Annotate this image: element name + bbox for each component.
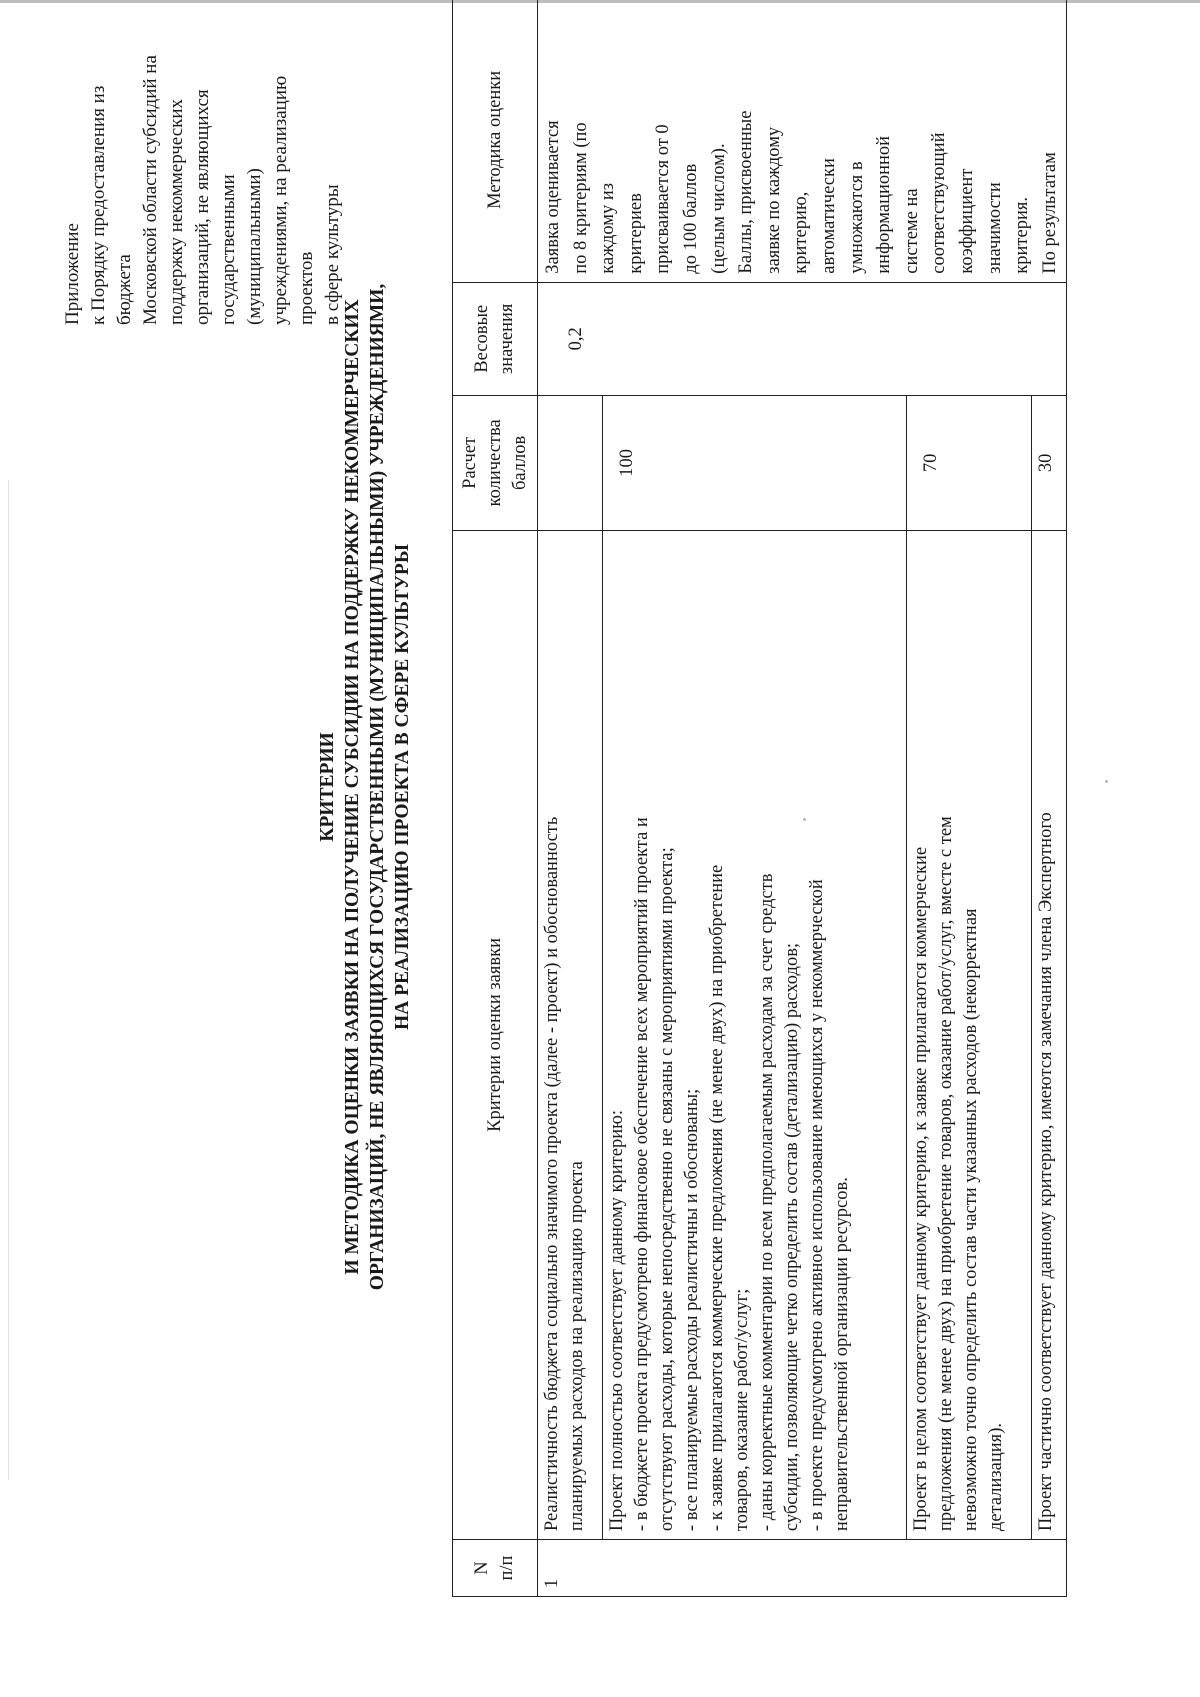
table-header-row [453,0,538,1597]
header-weight: Весовые значения [453,282,538,395]
criterion-weight: 0,2 [538,282,1067,395]
criterion-option-points: 70 [906,395,1031,530]
criterion-option: Проект полностью соответствует данному критерию: - в бюджете проекта предусмотрено финансовое обеспечение всех мероприятий проекта и отсутствуют расходы, которые непосредственно не связаны с мероприятиями проекта; - все планируемые расходы реалистичны и обоснованы; - к заявке прилагаются коммерческие предложения (не менее двух) на приобретение товаров, оказание работ/услуг; - даны корректные комментарии по всем предполагаемым расходам за счет средств субсидии, позволяющие четко определить состав (детализацию) расходов; - в проекте предусмотрено активное использование имеющихся у некоммерческой неправительственной организации ресурсов. [603,530,906,1539]
row-number: 1 [538,1540,1067,1597]
criterion-option-points: 100 [603,395,906,530]
document-heading [315,107,415,1467]
criterion-option-points: 30 [1031,395,1067,530]
heading-title: КРИТЕРИИ [317,732,338,842]
criterion-points-empty [538,395,603,530]
table-row [538,0,603,1597]
criterion-method: Заявка оценивается по 8 критериям (по каждому из критериев присваивается от 0 до 100 баллов (целым числом). Баллы, присвоенные заявке по каждому критерию, автоматически умножаются в информационной системе на соответствующий коэффициент значимости критерия. По результатам [538,0,1067,282]
header-number: N п/п [453,1540,538,1597]
heading-line: НА РЕАЛИЗАЦИЮ ПРОЕКТА В СФЕРЕ КУЛЬТУРЫ [392,544,413,1030]
criteria-table [452,0,1067,1597]
heading-line: ОРГАНИЗАЦИЙ, НЕ ЯВЛЯЮЩИХСЯ ГОСУДАРСТВЕННЫМИ (МУНИЦИПАЛЬНЫМИ) УЧРЕЖДЕНИЯМИ, [367,283,388,1291]
header-criteria: Критерии оценки заявки [453,530,538,1539]
appendix-note: Приложение к Порядку предоставления из бюджета Московской области субсидий на поддержку некоммерческих организаций, не являющихся государственными (муниципальными) учреждениями, на реализацию проектов в сфере культуры [62,55,343,325]
header-points: Расчет количества баллов [453,395,538,530]
criterion-title: Реалистичность бюджета социально значимого проекта (далее - проект) и обоснованность планируемых расходов на реализацию проекта [538,530,603,1539]
heading-line: И МЕТОДИКА ОЦЕНКИ ЗАЯВКИ НА ПОЛУЧЕНИЕ СУБСИДИИ НА ПОДДЕРЖКУ НЕКОММЕРЧЕСКИХ [342,299,363,1275]
header-method: Методика оценки [453,0,538,282]
criterion-option: Проект частично соответствует данному критерию, имеются замечания члена Экспертного [1031,530,1067,1539]
criterion-option: Проект в целом соответствует данному критерию, к заявке прилагаются коммерческие предложения (не менее двух) на приобретение товаров, оказание работ/услуг, вместе с тем невозможно точно определить состав части указанных расходов (некорректная детализация). [906,530,1031,1539]
